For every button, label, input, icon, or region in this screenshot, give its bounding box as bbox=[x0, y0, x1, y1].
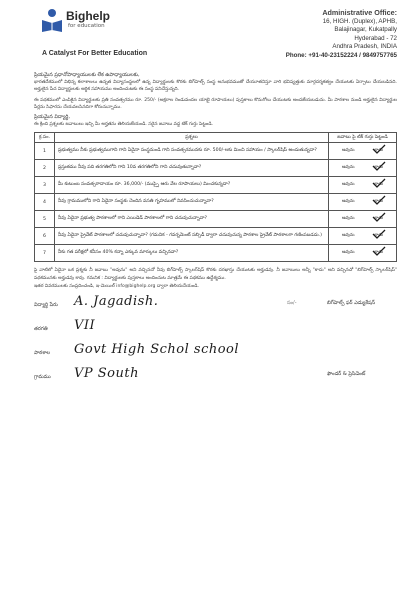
row-answer bbox=[329, 245, 397, 262]
office-phone: Phone: +91-40-23152224 / 9849757765 bbox=[285, 51, 397, 59]
signature-block bbox=[287, 300, 397, 390]
table-row bbox=[35, 245, 397, 262]
row-serial: 5 bbox=[35, 211, 55, 228]
col-question: ప్రశ్నలు bbox=[55, 133, 329, 143]
checkmark-icon bbox=[372, 229, 386, 239]
answer-no-option[interactable] bbox=[375, 165, 383, 171]
row-question: నీవు ఏదైనా ప్రైవేట్ పాఠశాలలో చదువుచున్నావా? (గమనిక - గవర్నమెంట్ సబ్సిడీ ద్వారా చదువుచున్న పాఠశాల ప్రైవేట్ పాఠశాలగా గణింపబడదు.) bbox=[55, 228, 329, 245]
bighelp-logo bbox=[40, 8, 150, 42]
table-row bbox=[35, 143, 397, 160]
answer-no-label: కాదు bbox=[374, 199, 383, 205]
village-row bbox=[34, 365, 274, 390]
row-question: నీకు గత పరీక్షలో కనీసం 40% కన్నా ఎక్కువ మార్కులు వచ్చినవా? bbox=[55, 245, 329, 262]
checkmark-icon bbox=[372, 246, 386, 256]
answer-no-option[interactable] bbox=[375, 233, 383, 239]
student-details-form bbox=[34, 293, 397, 406]
row-serial: 1 bbox=[35, 143, 55, 160]
brand-subtitle: for education bbox=[68, 23, 105, 29]
answer-no-label: కాదు bbox=[374, 250, 383, 256]
eligibility-note: పై వాటిలో ఏదైనా ఒక ప్రశ్నకు నీ జవాబు "అవును" అని వచ్చినచో నీవు బిగ్‌హెల్ప్ స్కాలర్‌షిప్ కొరకు దరఖాస్తు చేయుటకు అర్హుడవు. నీ జవాబులు అన్నీ "కాదు" అని వచ్చినచో "బిగ్‌హెల్ప్ స్కాలర్‌షిప్" పథకమునకు అర్హుడవు కావు. గమనిక : విద్యార్థులకు పుస్తకాలు అందించుట మాత్రమే ఈ పథకము ఉద్దేశ్యము. bbox=[34, 268, 397, 281]
office-line: Hyderabad - 72 bbox=[354, 34, 397, 42]
checkmark-icon bbox=[372, 212, 386, 222]
checkmark-icon bbox=[372, 161, 386, 171]
answer-yes-option[interactable]: అవును bbox=[342, 182, 355, 188]
answer-yes-option[interactable]: అవును bbox=[342, 216, 355, 222]
table-header-row bbox=[35, 133, 397, 143]
answer-no-label: కాదు bbox=[374, 165, 383, 171]
answer-yes-option[interactable]: అవును bbox=[342, 250, 355, 256]
table-row bbox=[35, 160, 397, 177]
answer-no-label: కాదు bbox=[374, 216, 383, 222]
checkmark-icon bbox=[372, 178, 386, 188]
village-label: గ్రామము bbox=[34, 373, 51, 380]
office-line: Balajinagar, Kukatpally bbox=[334, 26, 397, 34]
intro-paragraph: ఈ పథకములో ఎంపికైన విద్యార్థులకు ప్రతి సంవత్సరము రూ. 250/- (అక్షరాల రెండువందల యాభై రూపాయలు) పుస్తకాలు కొనుగోలు చేయుటకు అందజేయబడును. మీ పాఠశాల నుండి అర్హులైన విద్యార్థుల పేర్లను సిఫారసు చేయవలసినదిగా కోరుచున్నాము. bbox=[34, 97, 397, 110]
school-field[interactable]: Govt High Schol school bbox=[74, 341, 240, 357]
office-title: Administrative Office: bbox=[322, 8, 397, 17]
signatory-org: బిగ్‌హెల్ప్ ఫర్ ఎడ్యుకేషన్ bbox=[327, 299, 376, 306]
col-serial: క్ర.సం. bbox=[35, 133, 55, 143]
salutation: ప్రియమైన ప్రధానోపాధ్యాయులకు లేక ఉపాధ్యాయులకు, bbox=[34, 72, 140, 78]
row-question: నీవు ఏదైనా ప్రభుత్వ పాఠశాలలో గాని ఎయిడెడ్ పాఠశాలలో గాని చదువుచున్నావా? bbox=[55, 211, 329, 228]
instructions-paragraph: ఈ క్రింది ప్రశ్నలకు జవాబులు ఇచ్చి మీ అర్హతను తెలియజేయండి. సరైన జవాబు వద్ద టిక్ గుర్తు పెట్టండి. bbox=[34, 122, 214, 128]
answer-yes-option[interactable]: అవును bbox=[342, 165, 355, 171]
answer-no-option[interactable] bbox=[375, 216, 383, 222]
office-line: Andhra Pradesh, INDIA bbox=[332, 43, 397, 51]
name-row bbox=[34, 293, 274, 318]
village-field[interactable]: VP South bbox=[74, 365, 139, 381]
row-question: మీ కుటుంబ సంవత్సరాదాయం రూ. 36,000/- (ముప్పై ఆరు వేల రూపాయలు) మించకున్నదా? bbox=[55, 177, 329, 194]
col-answer: జవాబు పై టిక్ గుర్తు పెట్టండి bbox=[329, 133, 397, 143]
answer-no-option[interactable] bbox=[375, 250, 383, 256]
row-answer bbox=[329, 211, 397, 228]
signatory-role: ఫౌండర్ & ప్రెసిడెంట్ bbox=[327, 370, 366, 377]
book-person-logo-icon bbox=[40, 8, 64, 34]
signature-mark: సం/- bbox=[287, 299, 297, 306]
class-field[interactable]: VII bbox=[74, 317, 96, 333]
school-row bbox=[34, 341, 274, 366]
intro-paragraph: భారతదేశములో విభిన్న కలాశాలలు ఉన్నత విద్యాసంస్థలలో ఉన్న విద్యార్థులకు కొరకు బిగ్‌హెల్ప్ సంస్థ అనుభవముతో చేయూతనిస్తూ వారి భవిష్యత్తుకు మార్గదర్శకత్వం చేయుటకు ఏర్పాటు చేయబడినది. అర్హులైన పేద విద్యార్థులకు ఆర్థిక సహాయము అందించుటకు ఈ సంస్థ పనిచేస్తున్నది. bbox=[34, 80, 397, 93]
row-serial: 2 bbox=[35, 160, 55, 177]
answer-yes-option[interactable]: అవును bbox=[342, 148, 355, 154]
answer-no-label: కాదు bbox=[374, 182, 383, 188]
name-label: విద్యార్థి పేరు bbox=[34, 301, 58, 308]
row-answer bbox=[329, 143, 397, 160]
table-row bbox=[35, 177, 397, 194]
student-salutation: ప్రియమైన విద్యార్థి, bbox=[34, 114, 70, 121]
row-answer bbox=[329, 194, 397, 211]
row-serial: 3 bbox=[35, 177, 55, 194]
row-answer bbox=[329, 177, 397, 194]
answer-no-option[interactable] bbox=[375, 199, 383, 205]
letterhead bbox=[34, 6, 397, 68]
row-question: ప్రభుత్వము నీకు ప్రభుత్వముగాని గాని ఏదైనా సంస్థనుండి గాని సంవత్సరమునకు రూ. 500/-లకు మించి సహాయం / స్కాలర్‌షిప్ అందుతున్నదా? bbox=[55, 143, 329, 160]
row-question: నీవు గ్రామములోని గాని ఏదైనా సంస్థకు చెందిన వసతి గృహములో నివసించుచున్నావా? bbox=[55, 194, 329, 211]
intro-section bbox=[34, 72, 397, 128]
checkmark-icon bbox=[372, 144, 386, 154]
answer-no-label: కాదు bbox=[374, 148, 383, 154]
answer-no-option[interactable] bbox=[375, 148, 383, 154]
row-question: ప్రస్తుతము నీవు పది తరగతిలోని గాని 10వ తరగతిలోని గాని చదువుతున్నావా? bbox=[55, 160, 329, 177]
class-label: తరగతి bbox=[34, 325, 48, 332]
eligibility-table bbox=[34, 132, 397, 262]
contact-line: ఇతర వివరములకు సంప్రదించండి, ఇ-మెయిల్ info@bighelp.org ద్వారా తెలియచేయండి. bbox=[34, 283, 199, 289]
row-serial: 7 bbox=[35, 245, 55, 262]
answer-no-option[interactable] bbox=[375, 182, 383, 188]
answer-yes-option[interactable]: అవును bbox=[342, 233, 355, 239]
table-row bbox=[35, 228, 397, 245]
row-answer bbox=[329, 228, 397, 245]
tagline: A Catalyst For Better Education bbox=[42, 50, 148, 57]
name-field[interactable]: A. Jagadish. bbox=[74, 293, 159, 309]
row-serial: 4 bbox=[35, 194, 55, 211]
checkmark-icon bbox=[372, 195, 386, 205]
brand-name: Bighelp bbox=[66, 9, 110, 23]
row-serial: 6 bbox=[35, 228, 55, 245]
table-row bbox=[35, 194, 397, 211]
school-label: పాఠశాల bbox=[34, 349, 51, 356]
class-row bbox=[34, 317, 274, 342]
row-answer bbox=[329, 160, 397, 177]
table-row bbox=[35, 211, 397, 228]
answer-yes-option[interactable]: అవును bbox=[342, 199, 355, 205]
answer-no-label: కాదు bbox=[374, 233, 383, 239]
office-address bbox=[286, 9, 397, 61]
office-line: 16, HIGH. (Duplex), APHB, bbox=[322, 17, 397, 25]
